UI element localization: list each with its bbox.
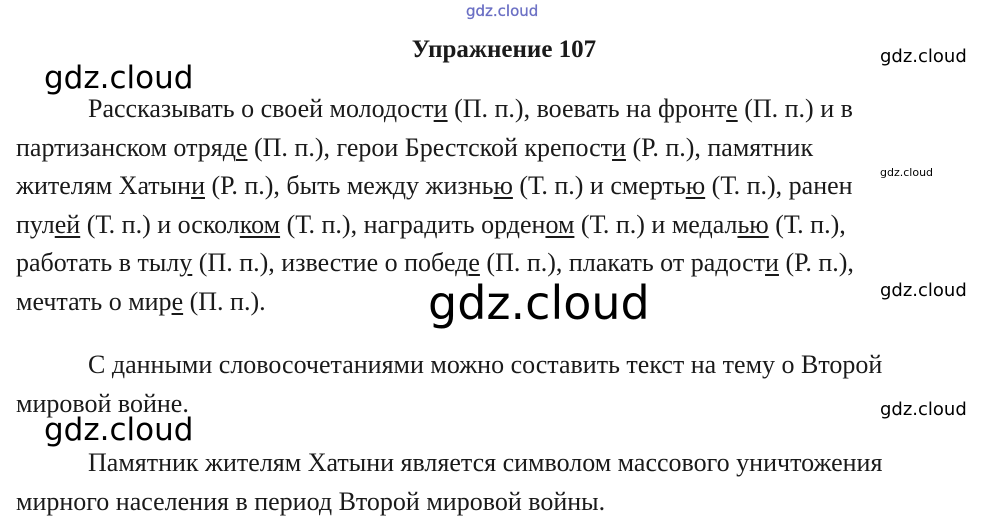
text-segment: (П. п.) и в — [737, 94, 853, 123]
paragraph-topic — [16, 346, 992, 423]
underlined-ending: ью — [737, 209, 769, 239]
text-segment: (П. п.), герои Брестской крепост — [247, 132, 613, 162]
watermark-right-tiny: gdz.cloud — [880, 166, 934, 179]
underlined-ending: е — [468, 248, 480, 278]
text-segment: (Т. п.) и смерть — [512, 171, 686, 201]
text-segment: (П. п.), известие о побед — [192, 248, 469, 278]
watermark-right-2: gdz.cloud — [880, 280, 967, 301]
paragraph-line — [16, 206, 992, 245]
paragraph-line — [16, 167, 992, 206]
text-segment: (П. п.), плакать от радост — [479, 248, 766, 278]
text-segment: Рассказывать о своей молодост — [88, 94, 434, 123]
text-segment: (Т. п.), — [768, 209, 846, 239]
paragraph-line: С данными словосочетаниями можно составить текст на тему о Второй — [88, 350, 883, 379]
text-segment: (Т. п.) и оскол — [80, 209, 240, 239]
text-segment: (П. п.), воевать на фронт — [447, 94, 727, 123]
underlined-ending: е — [171, 286, 184, 316]
underlined-ending: у — [179, 248, 193, 278]
underlined-ending: е — [726, 94, 738, 123]
text-segment: работать в тыл — [16, 248, 180, 278]
text-segment: мечтать о мир — [16, 286, 172, 316]
text-segment: (П. п.). — [183, 286, 266, 316]
underlined-ending: ю — [493, 171, 513, 201]
text-segment: (Т. п.) и медал — [574, 209, 738, 239]
watermark-center: gdz.cloud — [428, 276, 650, 330]
text-segment: (Р. п.), быть между жизнь — [204, 171, 494, 201]
text-segment: жителям Хатын — [16, 171, 192, 201]
text-segment: пул — [16, 209, 55, 239]
paragraph-khatyn — [16, 444, 992, 521]
text-segment: (Р. п.), — [778, 248, 854, 278]
paragraph-line: мирного населения в период Второй мировой войны. — [16, 486, 606, 516]
underlined-ending: ей — [54, 209, 81, 239]
watermark-left-1: gdz.cloud — [44, 60, 194, 96]
underlined-ending: и — [765, 248, 779, 278]
watermark-right-1: gdz.cloud — [880, 46, 967, 67]
paragraph-line — [16, 90, 992, 129]
text-segment: партизанском отряд — [16, 132, 236, 162]
watermark-right-3: gdz.cloud — [880, 399, 967, 420]
paragraph-line — [16, 129, 992, 168]
underlined-ending: и — [433, 94, 448, 123]
underlined-ending: ю — [685, 171, 706, 201]
watermark-left-2: gdz.cloud — [44, 412, 194, 448]
text-segment: (Т. п.), ранен — [705, 171, 853, 201]
paragraph-line: мировой войне. — [16, 388, 189, 418]
watermark-top: gdz.cloud — [466, 2, 539, 20]
text-segment: (Р. п.), памятник — [625, 132, 814, 162]
underlined-ending: ком — [239, 209, 281, 239]
underlined-ending: и — [612, 132, 626, 162]
underlined-ending: ом — [545, 209, 575, 239]
paragraph-line: Памятник жителям Хатыни является символом массового уничтожения — [88, 448, 883, 477]
underlined-ending: е — [235, 132, 248, 162]
text-segment: (Т. п.), наградить орден — [280, 209, 546, 239]
exercise-title: Упражнение 107 — [411, 36, 597, 63]
underlined-ending: и — [191, 171, 205, 201]
